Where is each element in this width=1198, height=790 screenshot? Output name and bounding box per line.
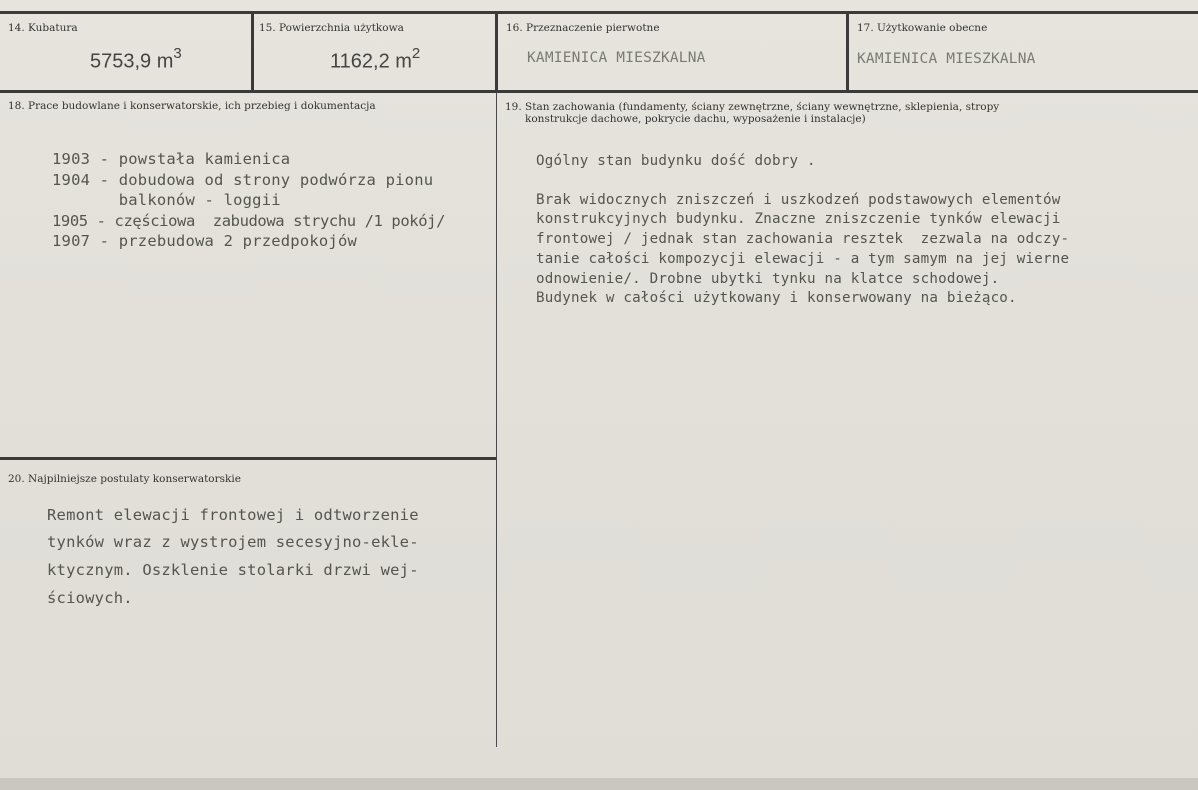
postulaty-label: 20. Najpilniejsze postulaty konserwatorskie — [8, 473, 241, 485]
kubatura-value — [90, 47, 182, 74]
prace-label: 18. Prace budowlane i konserwatorskie, ich przebieg i dokumentacja — [8, 100, 376, 112]
postulaty-line-2: tynków wraz z wystrojem secesyjno-ekle- — [47, 533, 419, 551]
kubatura-unit-exponent: 3 — [173, 45, 182, 62]
powierzchnia-unit-exponent: 2 — [411, 45, 421, 62]
divider-powierzchnia — [495, 11, 498, 93]
prace-line-4: 1905 - częściowa zabudowa strychu /1 pokój/ — [52, 212, 445, 230]
powierzchnia-value — [330, 47, 420, 74]
stan-line-5: odnowienie/. Drobne ubytki tynku na klatce schodowej. — [536, 271, 1000, 287]
stan-line-1: Brak widocznych zniszczeń i uszkodzeń podstawowych elementów — [536, 192, 1061, 208]
uzytkowanie-value: KAMIENICA MIESZKALNA — [857, 51, 1036, 67]
postulaty-line-4: ściowych. — [47, 589, 133, 607]
stan-summary: Ogólny stan budynku dość dobry . — [536, 153, 816, 169]
przeznaczenie-value: KAMIENICA MIESZKALNA — [527, 50, 706, 66]
prace-line-2: 1904 - dobudowa od strony podwórza pionu — [52, 171, 434, 189]
divider-przeznaczenie — [846, 11, 849, 93]
powierzchnia-label: 15. Powierzchnia użytkowa — [259, 22, 404, 34]
stan-line-4: tanie całości kompozycji elewacji - a tym samym na jej wierne — [536, 251, 1070, 267]
uzytkowanie-label: 17. Użytkowanie obecne — [857, 22, 988, 34]
postulaty-line-3: ktycznym. Oszklenie stolarki drzwi wej- — [47, 561, 419, 579]
header-bottom-line — [0, 90, 1198, 93]
postulaty-line-1: Remont elewacji frontowej i odtworzenie — [47, 506, 419, 524]
section-20-top-line — [0, 457, 496, 460]
stan-label-line-2: konstrukcje dachowe, pokrycie dachu, wyposażenie i instalacje) — [525, 113, 866, 125]
kubatura-label: 14. Kubatura — [8, 22, 78, 34]
main-vertical-divider — [496, 92, 497, 747]
card-bottom-edge — [0, 778, 1198, 790]
stan-line-2: konstrukcyjnych budynku. Znaczne zniszczenie tynków elewacji — [536, 211, 1061, 227]
prace-line-1: 1903 - powstała kamienica — [52, 150, 291, 168]
stan-line-6: Budynek w całości użytkowany i konserwowany na bieżąco. — [536, 290, 1017, 306]
top-border-line — [0, 11, 1198, 14]
powierzchnia-number: 1162,2 m — [330, 50, 412, 73]
stan-line-3: frontowej / jednak stan zachowania resztek zezwala na odczy- — [536, 231, 1070, 247]
divider-kubatura — [251, 11, 254, 93]
prace-line-5: 1907 - przebudowa 2 przedpokojów — [52, 232, 358, 250]
prace-line-3: balkonów - loggii — [52, 191, 281, 209]
kubatura-number: 5753,9 m — [90, 50, 174, 73]
przeznaczenie-label: 16. Przeznaczenie pierwotne — [506, 22, 660, 34]
stan-label-line-1: 19. Stan zachowania (fundamenty, ściany zewnętrzne, ściany wewnętrzne, sklepienia, stropy — [505, 101, 1000, 113]
